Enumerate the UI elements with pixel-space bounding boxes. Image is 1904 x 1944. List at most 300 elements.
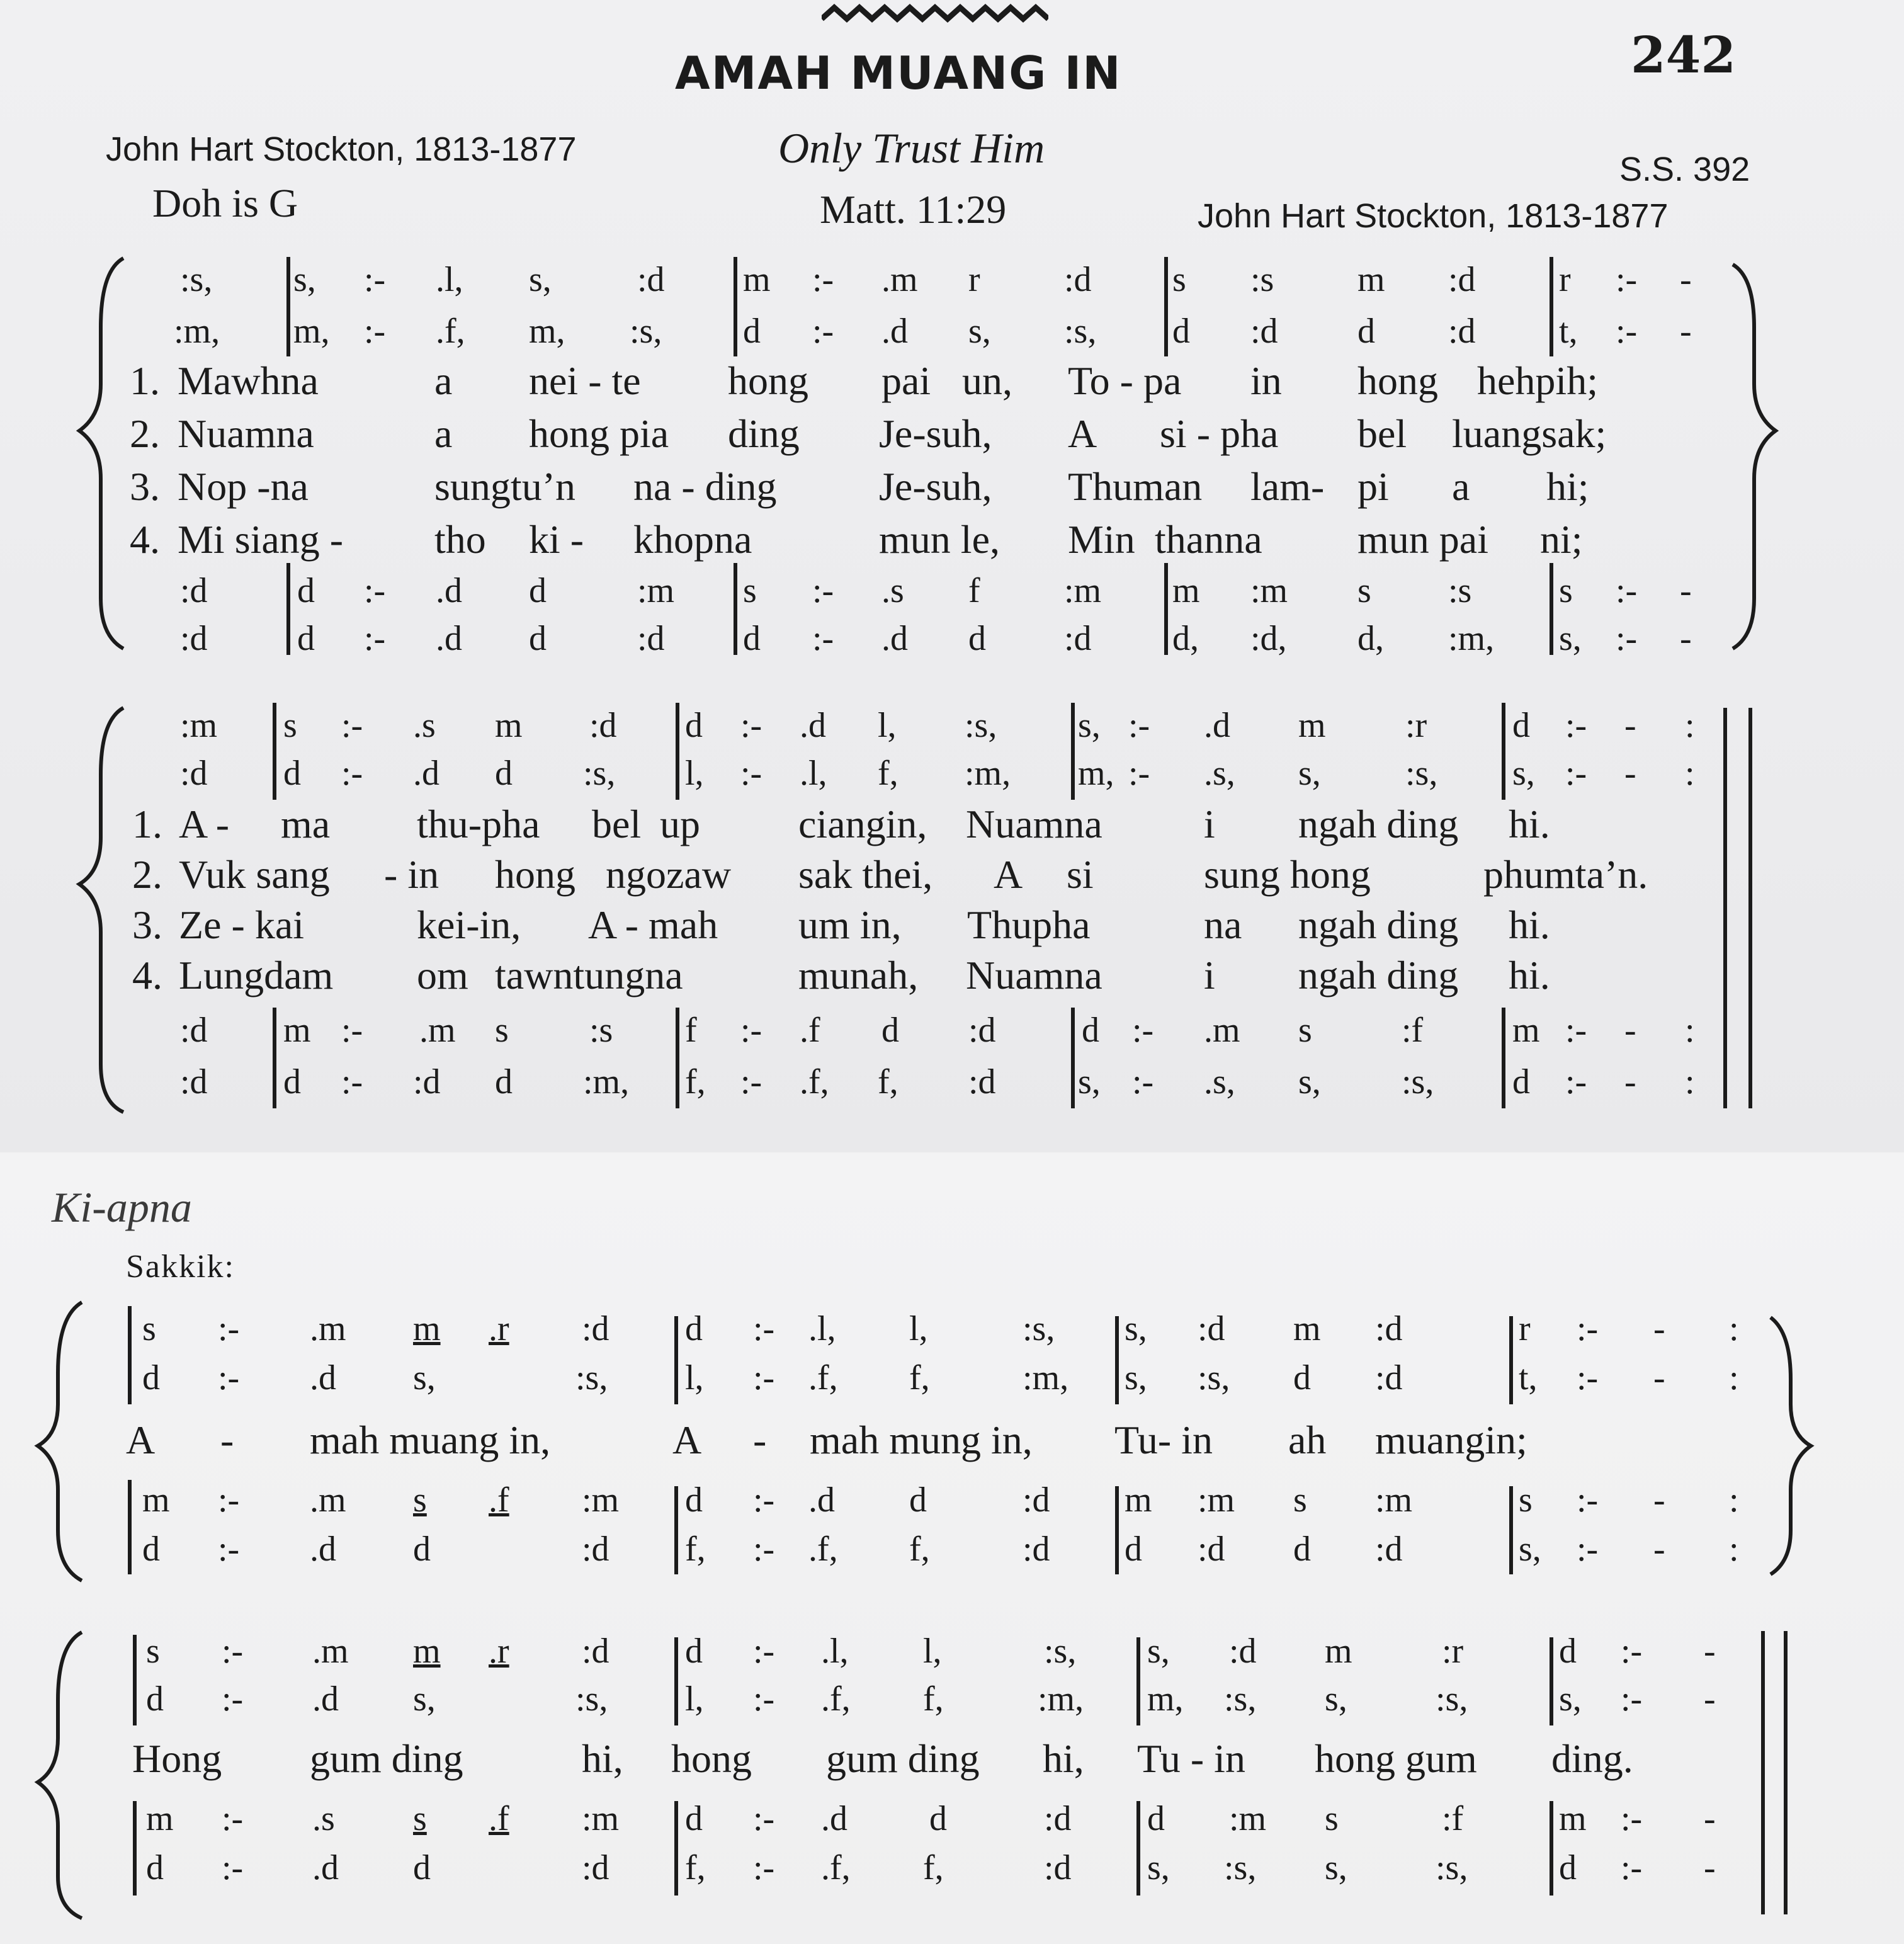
alto-note: m, [1147,1680,1184,1719]
bass-note: .f, [800,1062,829,1101]
lyric-word: ding [728,411,800,456]
bass-note: .d [310,1530,336,1569]
soprano-note: - [1704,1632,1716,1671]
lyric-word: A [126,1418,156,1462]
lyric-word: ki - [529,517,584,562]
lyric-word: thu-pha [417,802,540,846]
bass-note: :d [1198,1530,1225,1569]
soprano-note: s, [293,260,316,299]
soprano-note: .r [489,1309,509,1348]
soprano-note: :- [1565,706,1587,745]
lyric-word: hehpih; [1477,358,1598,403]
hymn-number: 242 [1631,25,1736,84]
lyric-word: hong [671,1736,752,1781]
lyric-word: - [220,1418,234,1462]
alto-note: :s, [583,754,616,793]
soprano-note: d [685,706,703,745]
lyric-word: i [1204,802,1215,846]
soprano-note: d [1559,1632,1577,1671]
bass-note: :- [753,1530,775,1569]
lyric-word: sungtu’n [434,464,575,509]
bass-note: d [413,1530,431,1569]
soprano-note: :m [180,706,218,745]
bass-note: f, [685,1530,706,1569]
bass-note: d [146,1848,164,1887]
soprano-note: :- [218,1309,240,1348]
bass-note: :d [1044,1848,1072,1887]
bass-note: s, [1559,619,1582,658]
soprano-note: - [1624,706,1636,745]
bass-note: s, [1147,1848,1170,1887]
alto-note: d [495,754,513,793]
alto-note: f, [878,754,898,793]
lyric-word: na - ding [633,464,777,509]
lyric-word: thanna [1155,517,1262,562]
lyric-word: A [1068,411,1097,456]
tenor-note: :- [753,1799,775,1838]
lyric-word: mun le, [879,517,1000,562]
soprano-note: d [685,1309,703,1348]
lyric-word: Nuamna [178,411,314,456]
soprano-note: :d [582,1309,609,1348]
bass-note: :d [582,1848,609,1887]
alto-note: :- [1616,312,1638,351]
tenor-note: :s [1448,571,1472,610]
alto-note: : [1685,754,1695,793]
soprano-note: .d [800,706,826,745]
lyric-word: a [1452,464,1470,509]
soprano-note: :d [582,1632,609,1671]
tenor-note: :- [341,1011,363,1050]
soprano-note: - [1653,1309,1665,1348]
soprano-note: :- [222,1632,244,1671]
tenor-note: d [1082,1011,1099,1050]
alto-note: .s, [1204,754,1235,793]
tenor-note: :f [1442,1799,1464,1838]
soprano-note: :s, [180,260,213,299]
soprano-note: .m [312,1632,349,1671]
bass-note: :- [1616,619,1638,658]
lyric-word: Je-suh, [879,411,992,456]
lyric-word: i [1204,953,1215,998]
alto-note: :- [1128,754,1150,793]
soprano-note: .m [881,260,918,299]
soprano-note: :- [1621,1632,1643,1671]
bass-note: - [1680,619,1692,658]
tenor-note: :- [218,1481,240,1520]
tenor-note: m [1125,1481,1152,1520]
lyric-word: Nop -na [178,464,309,509]
bass-note: - [1653,1530,1665,1569]
bass-note: .f, [808,1530,838,1569]
bass-note: :- [753,1848,775,1887]
lyric-word: A [672,1418,702,1462]
soprano-note: .l, [436,260,463,299]
tenor-note: .d [436,571,462,610]
tenor-note: d [297,571,315,610]
lyric-word: - [753,1418,767,1462]
bass-note: :- [222,1848,244,1887]
alto-note: :- [753,1358,775,1397]
alto-note: :- [364,312,386,351]
soprano-note: m [743,260,771,299]
soprano-note: :s, [1044,1632,1077,1671]
bass-note: f, [909,1530,930,1569]
lyric-word: Vuk sang [179,852,330,897]
tenor-note: m [1172,571,1200,610]
tenor-note: m [146,1799,174,1838]
bass-note: :d [1023,1530,1050,1569]
alto-note: :d [180,754,208,793]
soprano-note: :r [1442,1632,1464,1671]
soprano-note: m [1293,1309,1321,1348]
tenor-note: - [1624,1011,1636,1050]
soprano-note: :- [812,260,834,299]
lyric-word: om [417,953,468,998]
soprano-note: s, [1125,1309,1147,1348]
tenor-note: - [1653,1481,1665,1520]
lyric-word: si - pha [1160,411,1279,456]
alto-note: :s, [575,1358,608,1397]
tenor-note: :s [589,1011,613,1050]
soprano-note: s, [1078,706,1101,745]
lyric-word: Lungdam [179,953,334,998]
bass-note: :s, [1402,1062,1434,1101]
tenor-note: : [1729,1481,1739,1520]
lyric-word: pai [881,358,931,403]
alto-note: :- [1577,1358,1599,1397]
bass-note: :- [812,619,834,658]
soprano-note: :- [341,706,363,745]
lyric-word: Ze - kai [179,902,304,947]
lyric-word: To - pa [1068,358,1182,403]
alto-note: f, [909,1358,930,1397]
tenor-note: :f [1402,1011,1424,1050]
tenor-note: s [413,1481,427,1520]
lyric-word: a [434,358,453,403]
bass-note: :d [180,1062,208,1101]
soprano-note: m [1357,260,1385,299]
alto-note: m, [1078,754,1114,793]
lyric-word: a [434,411,453,456]
soprano-note: m [413,1632,441,1671]
alto-note: :m, [1038,1680,1084,1719]
alto-note: d [1172,312,1190,351]
alto-note: - [1624,754,1636,793]
tenor-note: :- [1577,1481,1599,1520]
lyric-word: munah, [798,953,919,998]
soprano-note: d [685,1632,703,1671]
bass-note: d [142,1530,160,1569]
soprano-note: : [1685,706,1695,745]
lyric-word: ni; [1540,517,1583,562]
alto-note: s, [413,1358,436,1397]
lyric-word: pi [1357,464,1389,509]
tenor-note: :- [364,571,386,610]
alto-note: :s, [1405,754,1438,793]
tenor-note: d [685,1481,703,1520]
lyric-word: mun pai [1357,517,1488,562]
alto-note: m, [293,312,330,351]
bass-note: d [495,1062,513,1101]
soprano-note: .l, [808,1309,836,1348]
alto-note: :s, [630,312,662,351]
alto-note: :m, [174,312,220,351]
bass-note: :- [1132,1062,1154,1101]
lyric-word: Je-suh, [879,464,992,509]
alto-note: .f, [436,312,465,351]
soprano-note: m [495,706,523,745]
bass-note: : [1729,1530,1739,1569]
tenor-note: d [685,1799,703,1838]
soprano-note: .d [1204,706,1230,745]
lyric-word: ngah ding [1298,902,1459,947]
soprano-note: s, [529,260,552,299]
alto-note: :- [1565,754,1587,793]
tempo-marking: Sakkik: [126,1249,235,1285]
lyric-word: tho [434,517,486,562]
alto-note: d [1357,312,1375,351]
author-right: John Hart Stockton, 1813-1877 [1198,197,1669,235]
alto-note: d [146,1680,164,1719]
lyric-word: ma [281,802,331,846]
bass-note: d [297,619,315,658]
tenor-note: s [1298,1011,1312,1050]
alto-note: l, [685,1680,704,1719]
soprano-note: .l, [821,1632,849,1671]
bass-note: s, [1519,1530,1541,1569]
tenor-note: :d [180,1011,208,1050]
bass-note: :s, [1224,1848,1257,1887]
ss-number: S.S. 392 [1619,151,1750,188]
lyric-word: hi. [1509,902,1550,947]
alto-note: :m, [965,754,1011,793]
tenor-note: d [529,571,547,610]
bass-note: s, [1078,1062,1101,1101]
bass-note: d [1125,1530,1142,1569]
alto-note: :- [740,754,762,793]
alto-note: l, [685,1358,704,1397]
tenor-note: s [413,1799,427,1838]
verse-number: 2. [132,852,162,897]
bass-note: f, [685,1848,706,1887]
alto-note: .l, [800,754,827,793]
tenor-note: .f [489,1799,509,1838]
alto-note: :s, [1198,1358,1230,1397]
tenor-note: s [1293,1481,1307,1520]
tenor-note: .d [821,1799,847,1838]
alto-note: :s, [575,1680,608,1719]
soprano-note: s, [1147,1632,1170,1671]
verse-number: 2. [130,411,160,456]
tenor-note: f [968,571,980,610]
lyric-word: hong [495,852,575,897]
lyric-word: um in, [798,902,902,947]
lyric-word: lam- [1250,464,1325,509]
bass-note: : [1685,1062,1695,1101]
lyric-word: A [994,852,1023,897]
lyric-word: hi; [1546,464,1589,509]
alto-note: :- [218,1358,240,1397]
bass-note: .d [436,619,462,658]
soprano-note: :- [1616,260,1638,299]
bass-note: :- [1621,1848,1643,1887]
soprano-note: :d [589,706,617,745]
tenor-note: s [1325,1799,1339,1838]
verse-number: 1. [130,358,160,403]
verse-number: 4. [130,517,160,562]
soprano-note: m [1325,1632,1352,1671]
tenor-note: .m [310,1481,346,1520]
lyric-word: hong gum [1315,1736,1477,1781]
tenor-note: :d [180,571,208,610]
soprano-note: s [283,706,297,745]
lyric-word: up [660,802,700,846]
lyric-word: hi. [1509,953,1550,998]
alto-note: t, [1559,312,1578,351]
tenor-note: :- [812,571,834,610]
soprano-note: l, [923,1632,942,1671]
lyric-word: sak thei, [798,852,933,897]
bass-note: .d [881,619,908,658]
english-title: Only Trust Him [778,124,1045,172]
lyric-word: si [1067,852,1094,897]
tenor-note: .d [808,1481,835,1520]
alto-note: s, [1325,1680,1347,1719]
soprano-note: s [1172,260,1186,299]
lyric-word: sung hong [1204,852,1371,897]
tenor-note: :- [222,1799,244,1838]
lyric-word: Tu- in [1114,1418,1213,1462]
tenor-note: : [1685,1011,1695,1050]
lyric-word: gum ding [310,1736,463,1781]
bass-note: .d [312,1848,339,1887]
alto-note: d [1293,1358,1311,1397]
alto-note: :- [753,1680,775,1719]
tenor-note: d [1147,1799,1165,1838]
soprano-note: - [1680,260,1692,299]
bass-note: d [968,619,986,658]
bass-note: d [1512,1062,1530,1101]
alto-note: :- [222,1680,244,1719]
alto-note: :s, [1224,1680,1257,1719]
bass-note: :- [341,1062,363,1101]
tenor-note: .s [312,1799,335,1838]
bass-note: :d [1064,619,1092,658]
alto-note: .f, [808,1358,838,1397]
alto-note: s, [1298,754,1321,793]
tenor-note: s [495,1011,509,1050]
lyric-word: bel [1357,411,1407,456]
bass-note: s, [1298,1062,1321,1101]
lyric-word: phumta’n. [1483,852,1648,897]
alto-note: s, [1125,1358,1147,1397]
soprano-note: :d [637,260,665,299]
lyric-word: Thupha [967,902,1091,947]
soprano-note: r [1559,260,1571,299]
tenor-note: d [909,1481,927,1520]
alto-note: .d [312,1680,339,1719]
bass-note: d [743,619,761,658]
tenor-note: s [1559,571,1573,610]
alto-note: .d [881,312,908,351]
alto-note: d [283,754,301,793]
lyric-word: hong [728,358,808,403]
tenor-note: d [929,1799,947,1838]
key-signature: Doh is G [152,181,298,225]
alto-note: .f, [821,1680,851,1719]
lyric-word: nei - te [529,358,641,403]
bass-note: :- [1565,1062,1587,1101]
tenor-note: f [685,1011,697,1050]
soprano-note: :r [1405,706,1427,745]
tenor-note: m [1512,1011,1540,1050]
bass-note: f, [685,1062,706,1101]
tenor-note: - [1704,1799,1716,1838]
bass-note: :- [1577,1530,1599,1569]
tenor-note: - [1680,571,1692,610]
lyric-word: khopna [633,517,752,562]
soprano-note: :d [1198,1309,1225,1348]
tenor-note: m [283,1011,311,1050]
bass-note: .f, [821,1848,851,1887]
alto-note: s, [968,312,991,351]
soprano-note: :- [740,706,762,745]
alto-note: - [1704,1680,1716,1719]
lyric-word: hi, [582,1736,623,1781]
lyric-word: in [1250,358,1282,403]
tenor-note: :- [753,1481,775,1520]
tenor-note: :m [582,1481,620,1520]
bass-note: :d [968,1062,996,1101]
soprano-note: :d [1064,260,1092,299]
lyric-word: kei-in, [417,902,521,947]
soprano-note: .s [413,706,436,745]
bass-note: :- [740,1062,762,1101]
alto-note: :s, [1436,1680,1468,1719]
bass-note: s, [1325,1848,1347,1887]
soprano-note: :- [753,1309,775,1348]
tenor-note: .f [800,1011,820,1050]
tenor-note: :m [1375,1481,1413,1520]
lyric-word: Mi siang - [178,517,344,562]
bass-note: d [413,1848,431,1887]
soprano-note: :s, [965,706,997,745]
lyric-word: ah [1288,1418,1327,1462]
bass-note: d, [1357,619,1384,658]
lyric-word: un, [962,358,1012,403]
tenor-note: s [1519,1481,1533,1520]
lyric-word: muangin; [1375,1418,1527,1462]
scripture-reference: Matt. 11:29 [820,187,1007,232]
bass-note: :m, [1448,619,1495,658]
alto-note: .d [413,754,439,793]
lyric-word: Nuamna [966,802,1102,846]
soprano-note: s [142,1309,156,1348]
tenor-note: :m [582,1799,620,1838]
alto-note: :- [341,754,363,793]
lyric-word: Min [1068,517,1135,562]
lyric-word: hi. [1509,802,1550,846]
soprano-note: .r [489,1632,509,1671]
alto-note: s, [1559,1680,1582,1719]
lyric-word: - in [384,852,439,897]
alto-note: - [1680,312,1692,351]
bass-note: .s, [1204,1062,1235,1101]
lyric-word: Hong [132,1736,222,1781]
tenor-note: m [142,1481,170,1520]
tenor-note: :m [1229,1799,1267,1838]
